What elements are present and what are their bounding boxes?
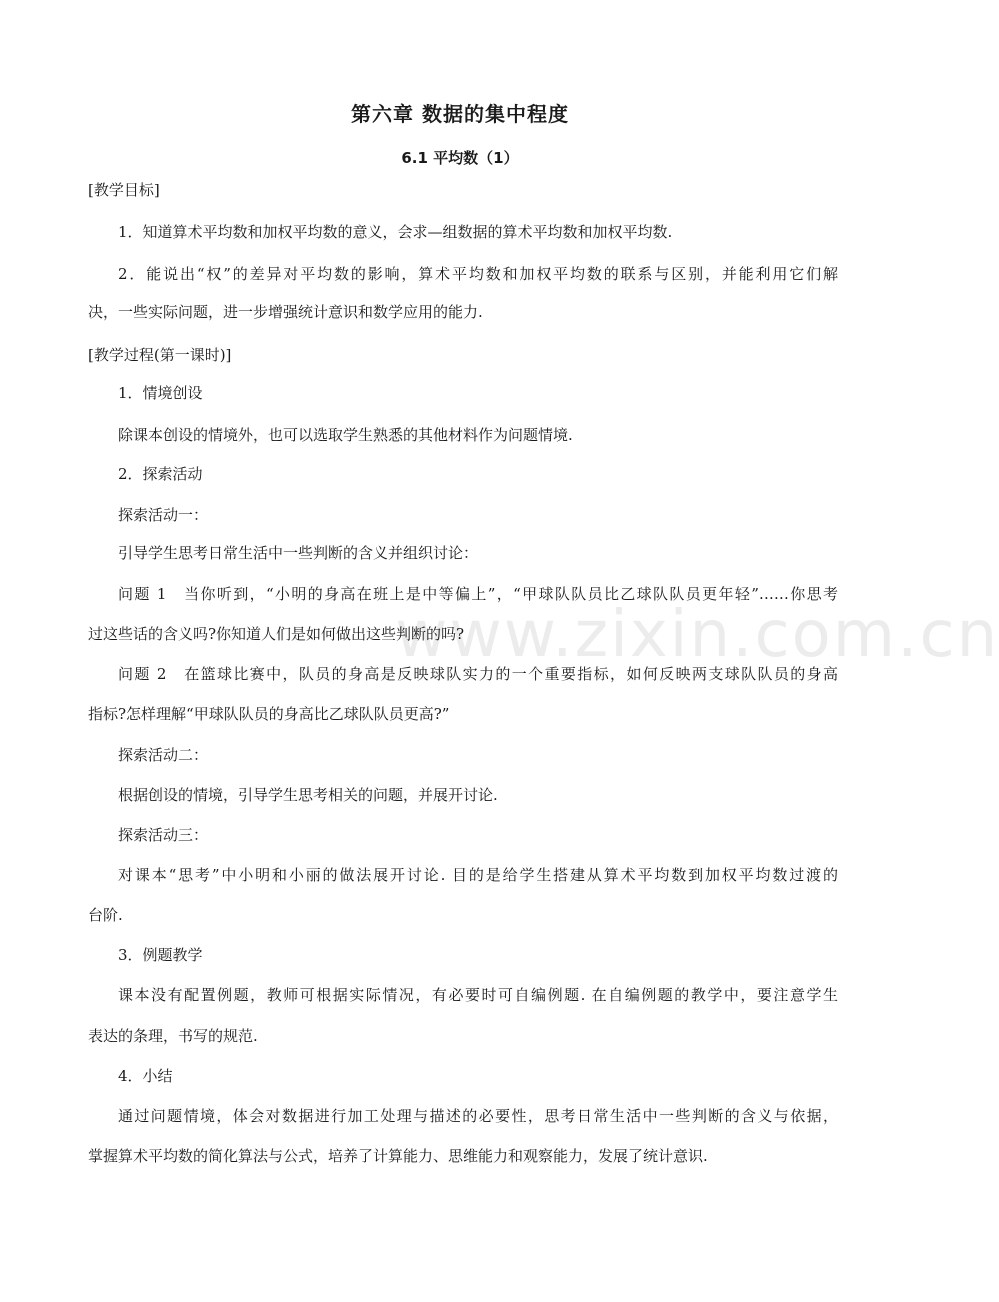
- paragraph-line: 课本没有配置例题，教师可根据实际情况，有必要时可自编例题. 在自编例题的教学中，要注意学生: [118, 986, 838, 1004]
- paragraph-line: 探索活动三：: [118, 826, 209, 844]
- paragraph-line: 掌握算术平均数的简化算法与公式，培养了计算能力、思维能力和观察能力，发展了统计意识.: [88, 1147, 708, 1165]
- paragraph-line: 问题 2 在篮球比赛中，队员的身高是反映球队实力的一个重要指标，如何反映两支球队队员的身高: [118, 665, 838, 683]
- paragraph-line: 1．情境创设: [118, 384, 203, 402]
- paragraph-line: 表达的条理，书写的规范.: [88, 1027, 258, 1045]
- paragraph-line: 1．知道算术平均数和加权平均数的意义，会求—组数据的算术平均数和加权平均数.: [118, 223, 673, 241]
- paragraph-line: 过这些话的含义吗?你知道人们是如何做出这些判断的吗?: [88, 625, 465, 643]
- paragraph-line: 决，一些实际问题，进一步增强统计意识和数学应用的能力.: [88, 303, 483, 321]
- paragraph-line: 台阶.: [88, 906, 123, 924]
- paragraph-line: 引导学生思考日常生活中一些判断的含义并组织讨论：: [118, 544, 479, 562]
- section-title: 6.1 平均数（1）: [401, 149, 519, 167]
- paragraph-line: 对课本“思考”中小明和小丽的做法展开讨论. 目的是给学生搭建从算术平均数到加权平均数过渡的: [118, 866, 838, 884]
- watermark: www.zixin.com.cn: [395, 598, 999, 672]
- paragraph-line: 探索活动二：: [118, 746, 209, 764]
- paragraph-line: 除课本创设的情境外，也可以选取学生熟悉的其他材料作为问题情境.: [118, 426, 573, 444]
- paragraph-line: 问题 1 当你听到，“小明的身高在班上是中等偏上”，“甲球队队员比乙球队队员更年轻”……你思考: [118, 585, 838, 603]
- paragraph-line: 3．例题教学: [118, 946, 203, 964]
- paragraph-line: 探索活动一：: [118, 506, 209, 524]
- chapter-title: 第六章 数据的集中程度: [351, 102, 569, 126]
- paragraph-line: 通过问题情境，体会对数据进行加工处理与描述的必要性，思考日常生活中一些判断的含义与依据，: [118, 1107, 838, 1125]
- paragraph-line: 4．小结: [118, 1067, 173, 1085]
- paragraph-line: 根据创设的情境，引导学生思考相关的问题，并展开讨论.: [118, 786, 498, 804]
- heading-teaching-goals: [教学目标]: [88, 181, 160, 199]
- heading-teaching-process: [教学过程(第一课时)]: [88, 346, 232, 364]
- paragraph-line: 指标?怎样理解“甲球队队员的身高比乙球队队员更高?”: [88, 705, 450, 723]
- paragraph-line: 2．能说出“权”的差异对平均数的影响，算术平均数和加权平均数的联系与区别，并能利用它们解: [118, 265, 838, 283]
- paragraph-line: 2．探索活动: [118, 465, 203, 483]
